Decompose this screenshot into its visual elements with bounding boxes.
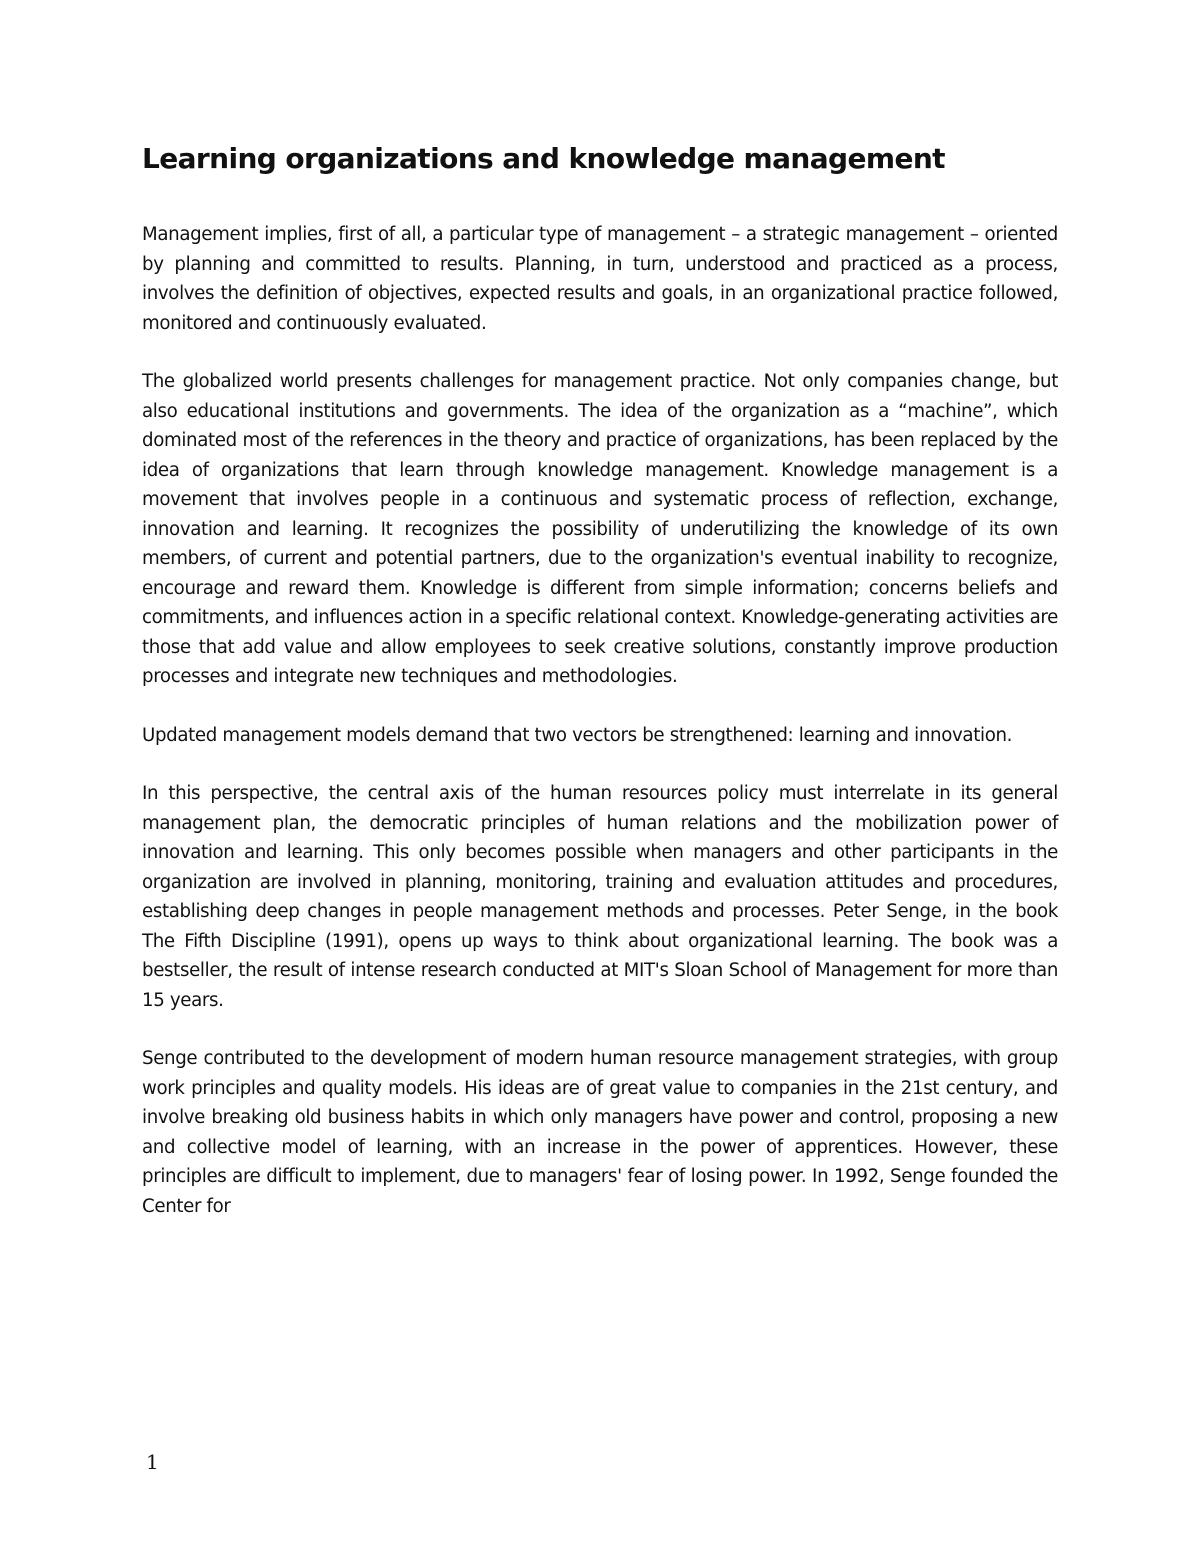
page-content (142, 140, 1058, 1250)
paragraph-senge: Senge contributed to the development of modern human resource management strategies, with group work principles and quality models. His ideas are of great value to companies in the 21st century, and involve breaking old business habits in which only managers have power and control, proposing a new and collective model of learning, with an increase in the power of apprentices. However, these principles are difficult to implement, due to managers' fear of losing power. In 1992, Senge founded the Center for (142, 1048, 1058, 1217)
paragraph-perspective: In this perspective, the central axis of the human resources policy must interrelate in its general management plan, the democratic principles of human relations and the mobilization power of innovation and learning. This only becomes possible when managers and other participants in the organization are involved in planning, monitoring, training and evaluation attitudes and procedures, establishing deep changes in people management methods and processes. Peter Senge, in the book The Fifth Discipline (1991), opens up ways to think about organizational learning. The book was a bestseller, the result of intense research conducted at MIT's Sloan School of Management for more than 15 years. (142, 783, 1058, 1011)
paragraph-management-implies: Management implies, first of all, a particular type of management – a strategic management – oriented by planning and committed to results. Planning, in turn, understood and practiced as a process, involves the definition of objectives, expected results and goals, in an organizational practice followed, monitored and continuously evaluated. (142, 224, 1058, 334)
page-number: 1 (146, 1450, 159, 1474)
paragraph-updated-models: Updated management models demand that two vectors be strengthened: learning and innovation. (142, 724, 1013, 746)
paragraph-globalized-world: The globalized world presents challenges for management practice. Not only companies change, but also educational institutions and governments. The idea of the organization as a “machine”, which dominated most of the references in the theory and practice of organizations, has been replaced by the idea of organizations that learn through knowledge management. Knowledge management is a movement that involves people in a continuous and systematic process of reflection, exchange, innovation and learning. It recognizes the possibility of underutilizing the knowledge of its own members, of current and potential partners, due to the organization's eventual inability to recognize, encourage and reward them. Knowledge is different from simple information; concerns beliefs and commitments, and influences action in a specific relational context. Knowledge-generating activities are those that add value and allow employees to seek creative solutions, constantly improve production processes and integrate new techniques and methodologies. (142, 371, 1058, 687)
page-title: Learning organizations and knowledge management (142, 142, 945, 175)
